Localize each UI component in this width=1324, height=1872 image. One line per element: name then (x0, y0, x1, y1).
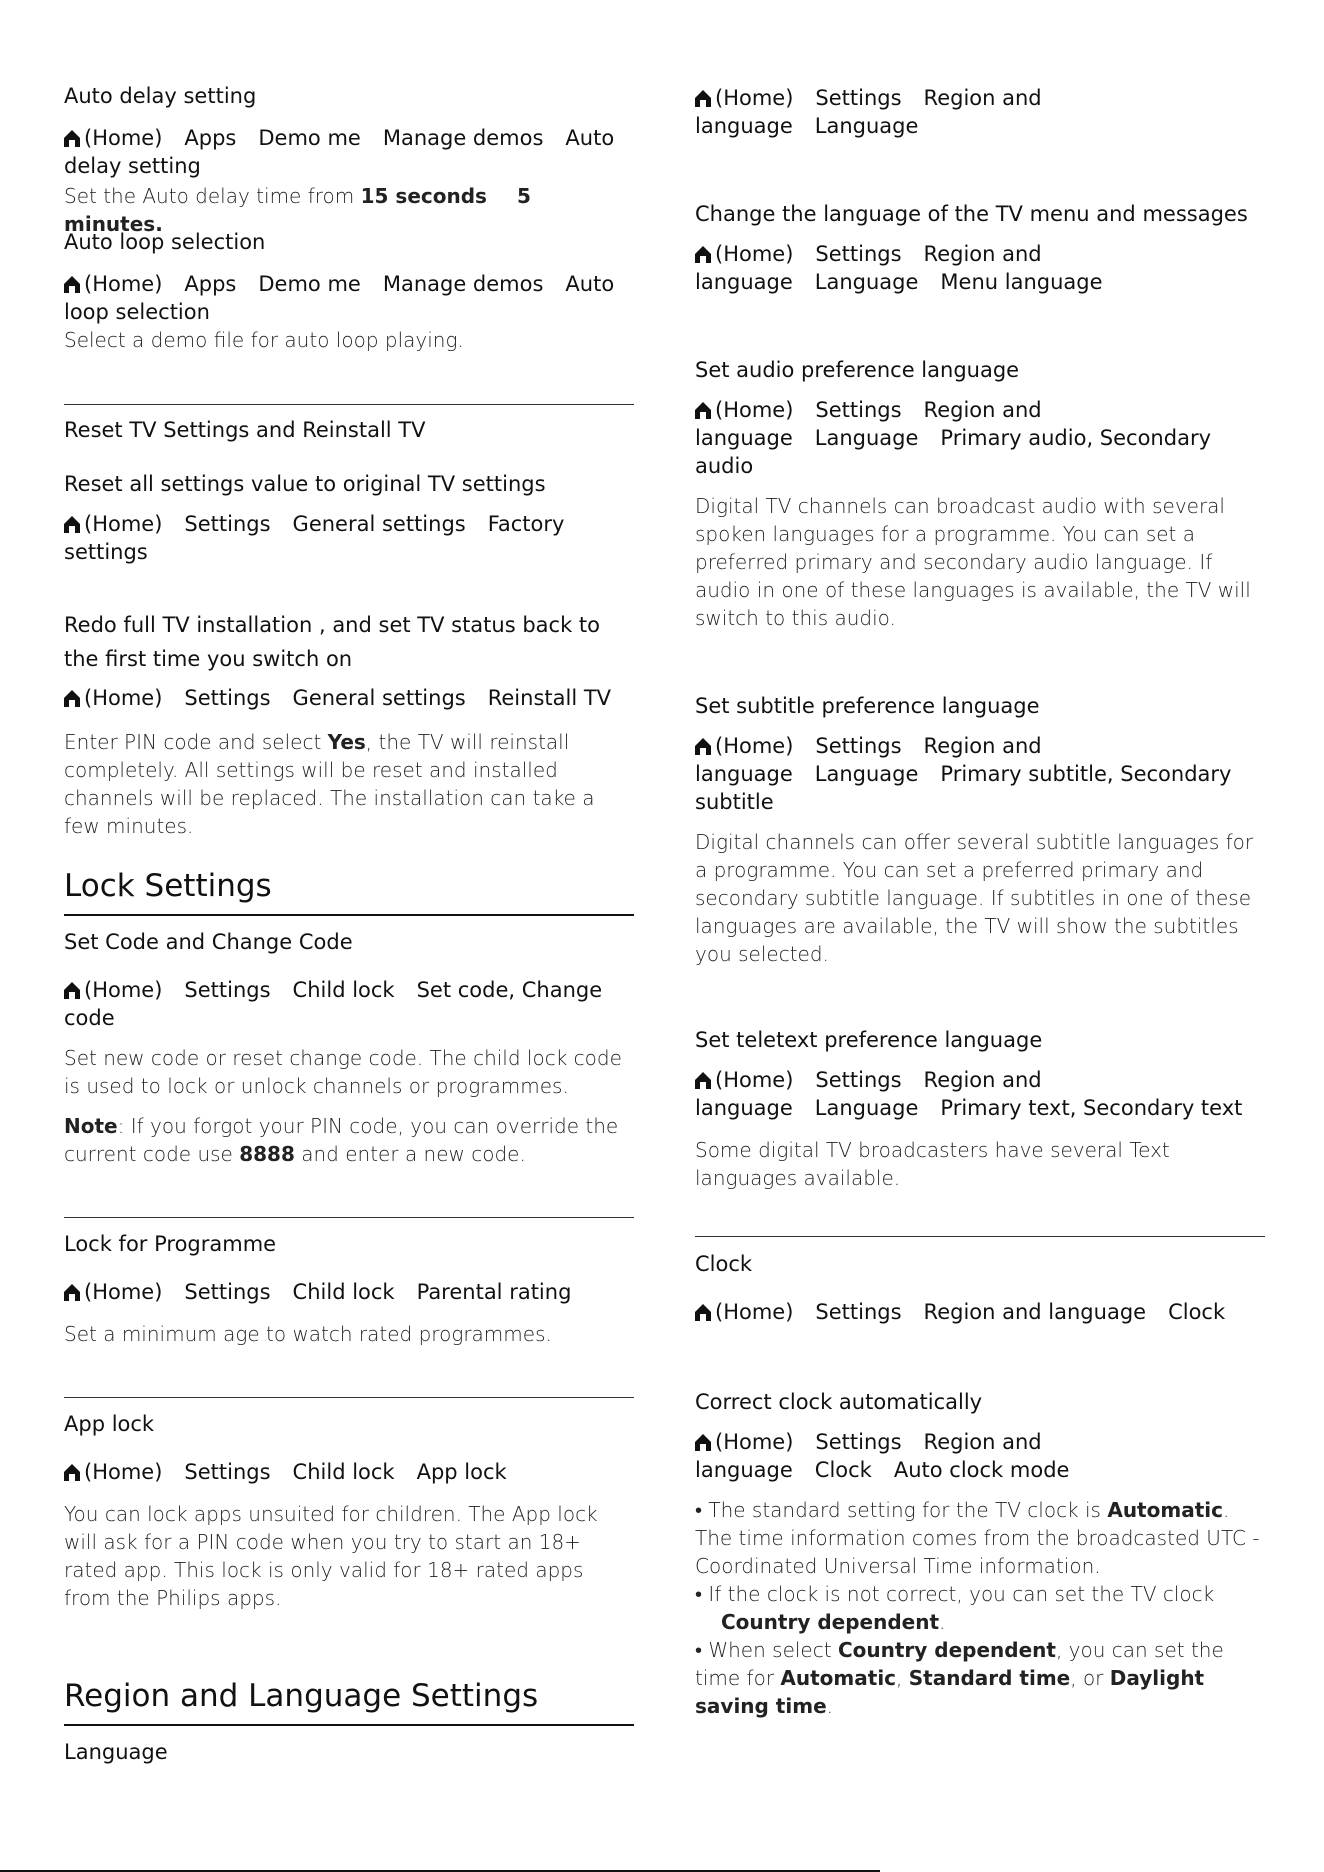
teletext-language-text: Some digital TV broadcasters have several Text languages available. (695, 1138, 1170, 1190)
auto-loop-title: Auto loop selection (64, 230, 266, 254)
body-text: . The time information comes from the broadcasted UTC - Coordinated Universal Time information. (695, 1498, 1260, 1578)
body-text: Enter PIN code and select (64, 730, 328, 754)
path-segment: Language (814, 1096, 919, 1120)
path-segment: Manage demos (382, 272, 544, 296)
path-segment: Language (814, 426, 919, 450)
path-segment: Settings (815, 86, 902, 110)
path-segment: Factory settings (64, 512, 565, 564)
path-segment: Child lock (292, 1460, 395, 1484)
bold-value: Country dependent (721, 1610, 939, 1634)
path-segment: Primary text, Secondary text (940, 1096, 1243, 1120)
reset-all-subtitle: Reset all settings value to original TV settings (64, 472, 546, 496)
bold-value: Daylight saving time (695, 1666, 1205, 1718)
path-segment: Settings (815, 734, 902, 758)
app-lock-path (64, 1458, 634, 1486)
subtitle-language-text: Digital channels can offer several subtitle languages for a programme. You can set a preferred primary and secondary subtitle language. If subtitles in one of these languages are available, the TV will show the subtitles you selected. (695, 830, 1254, 966)
path-segment: Settings (184, 978, 271, 1002)
auto-delay-title: Auto delay setting (64, 84, 257, 108)
auto-delay-path (64, 124, 634, 180)
path-segment: Settings (815, 242, 902, 266)
path-segment: (Home) (715, 1068, 794, 1092)
path-segment: Apps (184, 272, 237, 296)
region-language-heading: Region and Language Settings (64, 1678, 539, 1714)
path-segment: Region and language (695, 1068, 1042, 1120)
path-segment: Region and language (695, 398, 1042, 450)
auto-clock-path (695, 1428, 1265, 1484)
path-segment: (Home) (84, 978, 163, 1002)
bold-value: 15 seconds (360, 184, 487, 208)
factory-settings-path (64, 510, 634, 566)
bold-value: Yes (327, 730, 366, 754)
home-icon (64, 1464, 80, 1481)
path-segment: Language (814, 270, 919, 294)
path-segment: Region and language (695, 86, 1042, 138)
heading-rule (64, 1724, 634, 1726)
bold-value: Standard time (908, 1666, 1071, 1690)
lock-programme-text: Set a minimum age to watch rated programmes. (64, 1322, 552, 1346)
path-segment: Demo me (258, 126, 361, 150)
clock-bullet-not-correct (695, 1580, 1265, 1636)
path-segment: Parental rating (416, 1280, 572, 1304)
divider (64, 404, 634, 405)
lock-programme-title: Lock for Programme (64, 1232, 277, 1256)
clock-path (695, 1298, 1265, 1326)
body-text: . (826, 1694, 833, 1718)
path-segment: Apps (184, 126, 237, 150)
home-icon (64, 130, 80, 147)
path-segment: (Home) (84, 1280, 163, 1304)
clock-bullet-automatic (695, 1496, 1265, 1580)
home-icon (64, 1284, 80, 1301)
path-segment: Manage demos (382, 126, 544, 150)
path-segment: Menu language (940, 270, 1103, 294)
body-text: and enter a new code. (294, 1142, 526, 1166)
home-icon (695, 1304, 711, 1321)
audio-language-title: Set audio preference language (695, 358, 1020, 382)
home-icon (64, 690, 80, 707)
path-segment: Auto loop selection (64, 272, 615, 324)
path-segment: Settings (184, 686, 271, 710)
auto-loop-text: Select a demo file for auto loop playing. (64, 328, 464, 352)
path-segment: Child lock (292, 978, 395, 1002)
path-segment: Settings (184, 512, 271, 536)
home-icon (695, 90, 711, 107)
bold-value: 5 minutes. (64, 184, 531, 236)
path-segment: General settings (292, 512, 466, 536)
path-segment: Settings (815, 398, 902, 422)
menu-language-path (695, 240, 1265, 296)
home-icon (695, 738, 711, 755)
audio-language-path (695, 396, 1265, 480)
home-icon (695, 246, 711, 263)
path-segment: Child lock (292, 1280, 395, 1304)
path-segment: Settings (815, 1430, 902, 1454)
auto-clock-title: Correct clock automatically (695, 1390, 983, 1414)
set-code-text: Set new code or reset change code. The child lock code is used to lock or unlock channels or programmes. (64, 1046, 622, 1098)
body-text: , or (1070, 1666, 1110, 1690)
path-segment: (Home) (715, 1430, 794, 1454)
divider (64, 1397, 634, 1398)
heading-rule (64, 914, 634, 916)
path-segment: (Home) (715, 1300, 794, 1324)
set-code-note (64, 1112, 634, 1168)
body-text: , you can set the time for (695, 1638, 1224, 1690)
path-segment: Auto delay setting (64, 126, 615, 178)
clock-bullets (695, 1496, 1265, 1720)
note-label: Note (64, 1114, 118, 1138)
path-segment: Language (814, 762, 919, 786)
app-lock-text: You can lock apps unsuited for children. The App lock will ask for a PIN code when you try to start an 18+ rated app. This lock is only valid for 18+ rated apps from the Philips apps. (64, 1502, 598, 1610)
path-segment: (Home) (715, 86, 794, 110)
path-segment: Region and language (695, 734, 1042, 786)
path-segment: (Home) (715, 398, 794, 422)
path-segment: General settings (292, 686, 466, 710)
path-segment: Clock (1168, 1300, 1226, 1324)
path-segment: Region and language (695, 242, 1042, 294)
home-icon (64, 516, 80, 533)
subtitle-language-title: Set subtitle preference language (695, 694, 1040, 718)
home-icon (64, 276, 80, 293)
path-segment: (Home) (84, 126, 163, 150)
body-text: • When select (695, 1638, 838, 1662)
body-text: : If you forgot your PIN code, you can override the current code use (64, 1114, 619, 1166)
teletext-language-title: Set teletext preference language (695, 1028, 1043, 1052)
bold-value: 8888 (239, 1142, 295, 1166)
path-segment: Language (814, 114, 919, 138)
path-segment: Region and language (923, 1300, 1147, 1324)
body-text: , (896, 1666, 909, 1690)
path-segment: (Home) (84, 272, 163, 296)
path-segment: App lock (416, 1460, 507, 1484)
language-title: Language (64, 1740, 168, 1764)
path-segment: Settings (815, 1068, 902, 1092)
lock-settings-heading: Lock Settings (64, 868, 272, 904)
clock-bullet-country-dependent (695, 1636, 1265, 1720)
path-segment: (Home) (715, 734, 794, 758)
lock-programme-path (64, 1278, 634, 1306)
reinstall-path (64, 684, 634, 712)
reinstall-text (64, 728, 634, 840)
path-segment: Demo me (258, 272, 361, 296)
path-segment: (Home) (84, 1460, 163, 1484)
path-segment: (Home) (84, 512, 163, 536)
path-segment: Settings (815, 1300, 902, 1324)
bold-value: Automatic (780, 1666, 897, 1690)
set-code-title: Set Code and Change Code (64, 930, 353, 954)
auto-loop-path (64, 270, 634, 326)
home-icon (64, 982, 80, 999)
path-segment: (Home) (84, 686, 163, 710)
path-segment: Primary audio, Secondary audio (695, 426, 1212, 478)
reset-title: Reset TV Settings and Reinstall TV (64, 418, 426, 442)
path-segment: (Home) (715, 242, 794, 266)
path-segment: Set code, Change code (64, 978, 603, 1030)
teletext-language-path (695, 1066, 1265, 1122)
path-segment: Region and language (695, 1430, 1042, 1482)
body-text: Set the Auto delay time from (64, 184, 361, 208)
home-icon (695, 1434, 711, 1451)
reinstall-subtitle: Redo full TV installation , and set TV status back to the first time you switch on (64, 613, 601, 671)
body-text: , the TV will reinstall completely. All settings will be reset and installed channels will be replaced. The installation can take a few minutes. (64, 730, 595, 838)
body-text: . (939, 1610, 946, 1634)
body-text: • The standard setting for the TV clock is (695, 1498, 1108, 1522)
home-icon (695, 402, 711, 419)
path-segment: Reinstall TV (487, 686, 612, 710)
audio-language-text: Digital TV channels can broadcast audio with several spoken languages for a programme. You can set a preferred primary and secondary audio language. If audio in one of these languages is available, the TV will switch to this audio. (695, 494, 1251, 630)
body-text: • If the clock is not correct, you can set the TV clock (695, 1582, 1215, 1606)
path-segment: Auto clock mode (893, 1458, 1070, 1482)
clock-title: Clock (695, 1252, 753, 1276)
set-code-path (64, 976, 634, 1032)
bold-value: Automatic (1107, 1498, 1223, 1522)
path-segment: Clock (814, 1458, 872, 1482)
divider (64, 1217, 634, 1218)
divider (695, 1236, 1265, 1237)
bold-value: Country dependent (837, 1638, 1056, 1662)
app-lock-title: App lock (64, 1412, 155, 1436)
path-segment: Settings (184, 1460, 271, 1484)
language-path (695, 84, 1265, 140)
path-segment: Primary subtitle, Secondary subtitle (695, 762, 1232, 814)
path-segment: Settings (184, 1280, 271, 1304)
subtitle-language-path (695, 732, 1265, 816)
home-icon (695, 1072, 711, 1089)
menu-language-title: Change the language of the TV menu and messages (695, 202, 1248, 226)
